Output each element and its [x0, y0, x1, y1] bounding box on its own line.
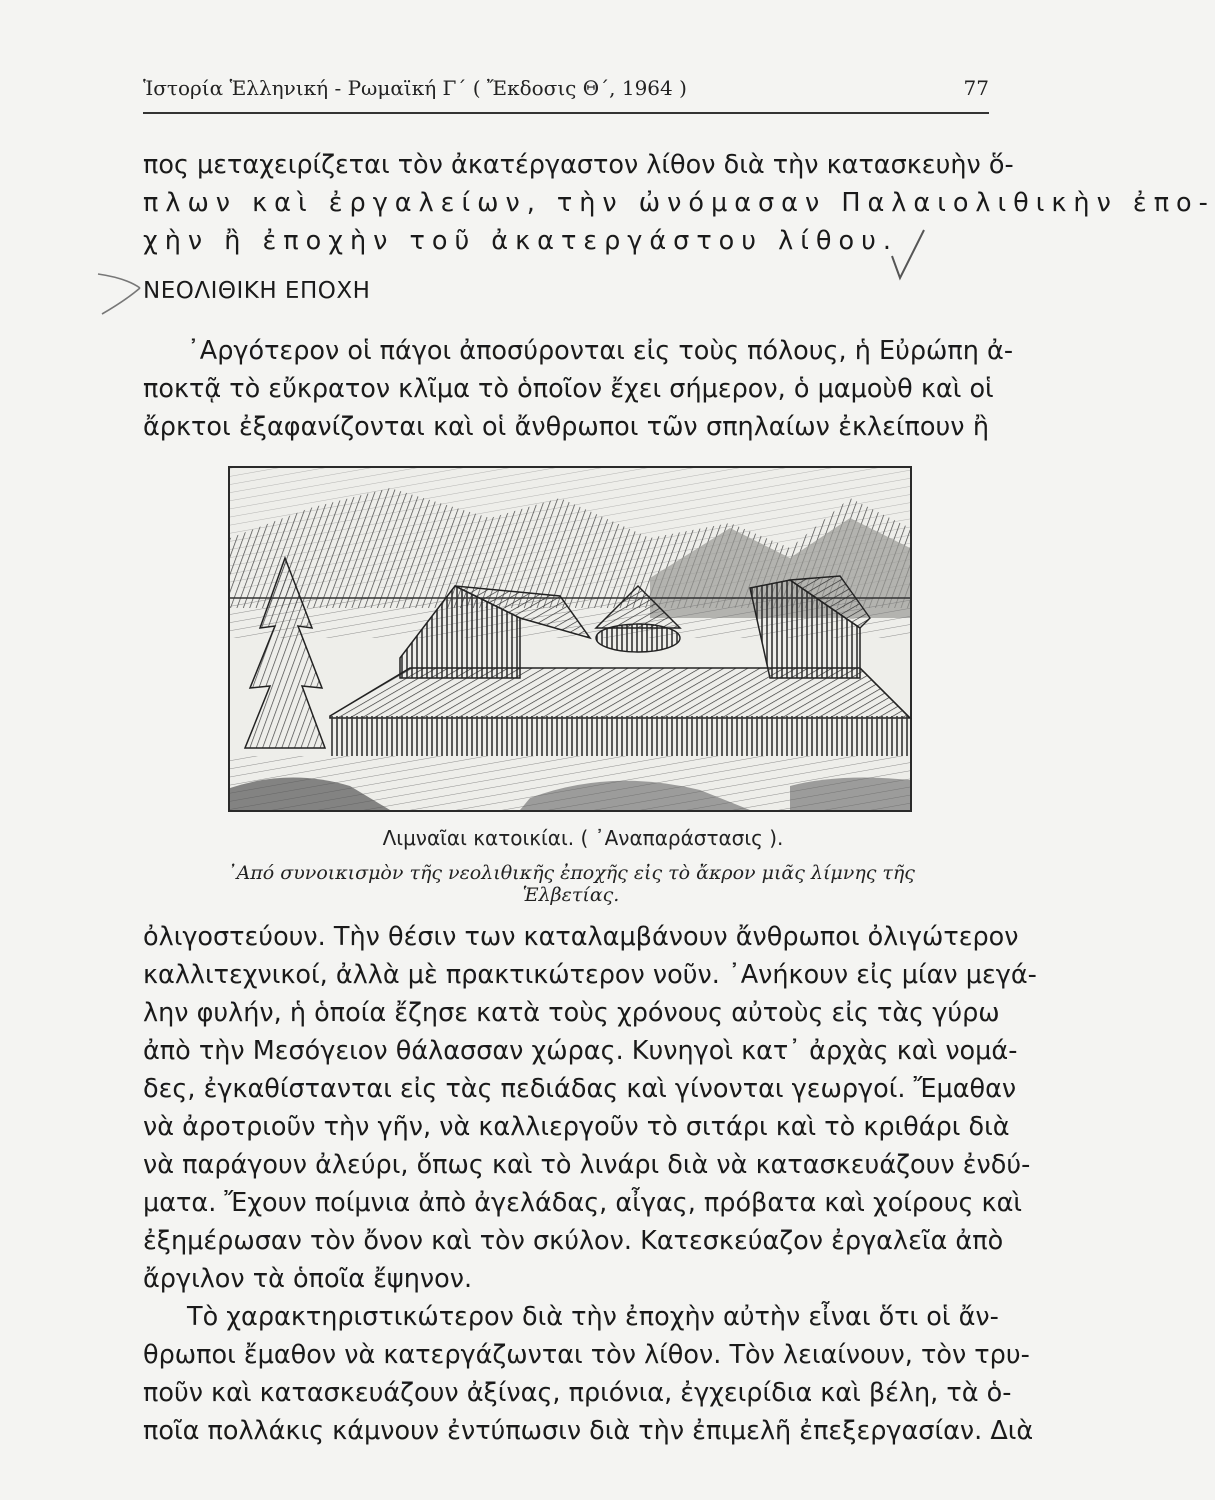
text-line: δες, ἐγκαθίστανται εἰς τὰς πεδιάδας καὶ γίνονται γεωργοί. Ἔμαθαν — [143, 1074, 1017, 1104]
paragraph-4 — [143, 1298, 1034, 1450]
running-header — [143, 76, 989, 106]
paragraph-1 — [143, 146, 1215, 260]
text-line: νὰ παράγουν ἀλεύρι, ὅπως καὶ τὸ λινάρι διὰ νὰ κατασκευάζουν ἐνδύ- — [143, 1150, 1031, 1180]
text-line: λην φυλήν, ἡ ὁποία ἔζησε κατὰ τοὺς χρόνους αὐτοὺς εἰς τὰς γύρω — [143, 998, 1000, 1028]
text-line: πος μεταχειρίζεται τὸν ἀκατέργαστον λίθον διὰ τὴν κατασκευὴν ὅ- — [143, 150, 1014, 180]
pencil-margin-mark — [96, 270, 146, 320]
lake-dwellings-illustration — [228, 466, 912, 812]
page-number: 77 — [963, 76, 989, 100]
section-heading-block — [143, 276, 989, 306]
text-line: χὴν ἢ ἐποχὴν τοῦ ἀκατεργάστου λίθου. — [143, 226, 898, 256]
text-line: ἐξημέρωσαν τὸν ὄνον καὶ τὸν σκύλον. Κατεσκεύαζον ἐργαλεῖα ἀπὸ — [143, 1226, 1004, 1256]
woodcut-drawing — [230, 468, 910, 810]
text-line: ἄρκτοι ἐξαφανίζονται καὶ οἱ ἄνθρωποι τῶν σπηλαίων ἐκλείπουν ἢ — [143, 412, 989, 442]
text-line: νὰ ἀροτριοῦν τὴν γῆν, νὰ καλλιεργοῦν τὸ σιτάρι καὶ τὸ κριθάρι διὰ — [143, 1112, 1010, 1142]
text-line: ἄργιλον τὰ ὁποῖα ἔψηνον. — [143, 1264, 473, 1294]
text-line: Τὸ χαρακτηριστικώτερον διὰ τὴν ἐποχὴν αὐτὴν εἶναι ὅτι οἱ ἄν- — [187, 1302, 999, 1332]
paragraph-3 — [143, 918, 1037, 1298]
text-line: θρωποι ἔμαθον νὰ κατεργάζωνται τὸν λίθον. Τὸν λειαίνουν, τὸν τρυ- — [143, 1340, 1030, 1370]
text-line: ποκτᾷ τὸ εὔκρατον κλῖμα τὸ ὁποῖον ἔχει σήμερον, ὁ μαμοὺθ καὶ οἱ — [143, 374, 994, 404]
paragraph-2 — [143, 332, 1014, 446]
text-line: ἀπὸ τὴν Μεσόγειον θάλασσαν χώρας. Κυνηγοὶ κατ᾿ ἀρχὰς καὶ νομά- — [143, 1036, 1018, 1066]
running-title: Ἱστορία Ἑλληνική - Ρωμαϊκή Γ΄ ( Ἔκδοσις Θ΄, 1964 ) — [143, 76, 687, 100]
text-line: καλλιτεχνικοί, ἀλλὰ μὲ πρακτικώτερον νοῦν. ᾿Ανήκουν εἰς μίαν μεγά- — [143, 960, 1037, 990]
figure-caption: Λιμναῖαι κατοικίαι. ( ᾿Αναπαράστασις ). — [382, 826, 784, 850]
header-rule — [143, 112, 989, 114]
section-heading: ΝΕΟΛΙΘΙΚΗ ΕΠΟΧΗ — [143, 278, 371, 304]
text-line: πλων καὶ ἐργαλείων, τὴν ὠνόμασαν Παλαιολιθικὴν ἐπο- — [143, 188, 1215, 218]
text-line: ὀλιγοστεύουν. Τὴν θέσιν των καταλαμβάνουν ἄνθρωποι ὀλιγώτερον — [143, 922, 1019, 952]
text-line: ποῖα πολλάκις κάμνουν ἐντύπωσιν διὰ τὴν ἐπιμελῆ ἐπεξεργασίαν. Διὰ — [143, 1416, 1034, 1446]
text-line: ᾿Αργότερον οἱ πάγοι ἀποσύρονται εἰς τοὺς πόλους, ἡ Εὐρώπη ἀ- — [187, 336, 1014, 366]
text-line: ματα. Ἔχουν ποίμνια ἀπὸ ἀγελάδας, αἶγας, πρόβατα καὶ χοίρους καὶ — [143, 1188, 1023, 1218]
figure-subcaption: ᾿Από συνοικισμὸν τῆς νεολιθικῆς ἐποχῆς εἰς τὸ ἄκρον μιᾶς λίμνης τῆς Ἑλβετίας. — [227, 862, 915, 906]
text-line: ποῦν καὶ κατασκευάζουν ἀξίνας, πριόνια, ἐγχειρίδια καὶ βέλη, τὰ ὁ- — [143, 1378, 1012, 1408]
